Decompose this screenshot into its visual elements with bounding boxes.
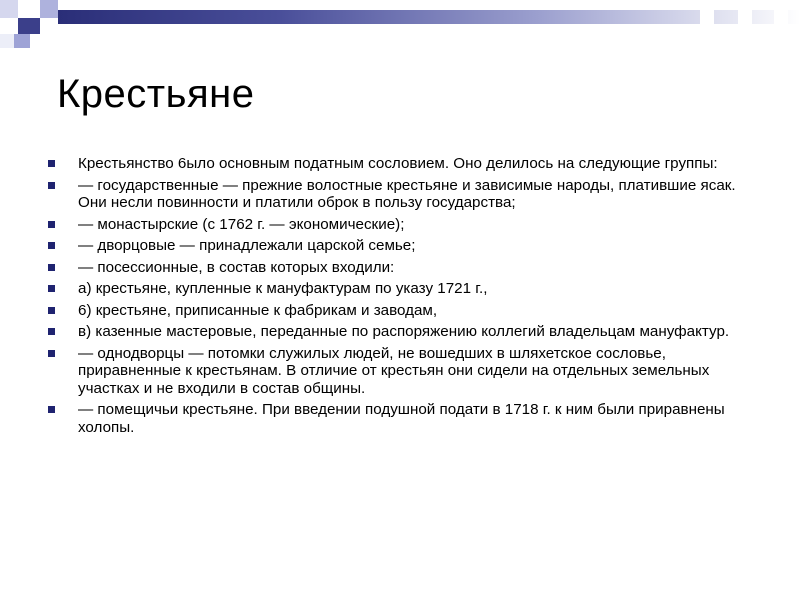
bullet-item xyxy=(48,302,748,320)
bullet-text: Крестьянство 6ыло основным податным сословием. Оно делилось на следующие группы: xyxy=(78,155,718,172)
bullet-text: — посессионные, в состав которых входили: xyxy=(78,258,395,276)
bullet-text: 6) крестьяне, приписанные к фабрикам и заводам, xyxy=(78,301,438,319)
bullet-text: — помещичьи крестьяне. При введении подушной подати в 1718 г. к ним были приравнены холопы. xyxy=(78,401,725,436)
bullet-text: — государственные — прежние волостные крестьяне и зависимые народы, платившие ясак. Они несли повинности и платили оброк в пользу государства; xyxy=(78,176,736,211)
decor-square xyxy=(40,0,58,18)
slide-title: Крестьяне xyxy=(57,72,255,116)
bullet-item xyxy=(48,155,748,173)
bullet-item xyxy=(48,345,748,398)
bullet-text: — дворцовые — принадлежали царской семье; xyxy=(78,237,416,254)
decor-square xyxy=(18,18,40,34)
bullet-item xyxy=(48,401,748,436)
bullet-item xyxy=(48,216,748,234)
bullet-item xyxy=(48,280,748,298)
square-bullet-icon xyxy=(48,264,55,271)
square-bullet-icon xyxy=(48,307,55,314)
bullet-text: а) крестьяне, купленные к мануфактурам по указу 1721 г., xyxy=(78,280,488,297)
square-bullet-icon xyxy=(48,350,55,357)
square-bullet-icon xyxy=(48,285,55,292)
square-bullet-icon xyxy=(48,221,55,228)
bullet-item xyxy=(48,323,748,341)
decor-square xyxy=(18,0,40,18)
decor-square xyxy=(738,10,752,24)
decor-square xyxy=(14,34,30,48)
square-bullet-icon xyxy=(48,328,55,335)
bullet-list xyxy=(48,155,748,440)
decor-square xyxy=(0,34,14,48)
square-bullet-icon xyxy=(48,242,55,249)
bullet-text: — монастырские (с 1762 г. — экономические); xyxy=(78,215,405,233)
decor-square xyxy=(774,10,788,24)
decor-square xyxy=(700,10,714,24)
decor-square xyxy=(0,18,18,34)
square-bullet-icon xyxy=(48,406,55,413)
bullet-item xyxy=(48,177,748,212)
square-bullet-icon xyxy=(48,160,55,167)
bullet-text: — однодворцы — потомки служилых людей, не вошедших в шляхетское сословье, приравненные к крестьянам. В отличие от крестьян они сидели на отдельных земельных участках и не входили в состав общины. xyxy=(78,344,710,397)
bullet-text: в) казенные мастеровые, переданные по распоряжению коллегий владельцам мануфактур. xyxy=(78,323,730,340)
decor-square xyxy=(0,0,18,18)
bullet-item xyxy=(48,259,748,277)
header-gradient-bar xyxy=(58,10,800,24)
bullet-item xyxy=(48,237,748,255)
square-bullet-icon xyxy=(48,182,55,189)
